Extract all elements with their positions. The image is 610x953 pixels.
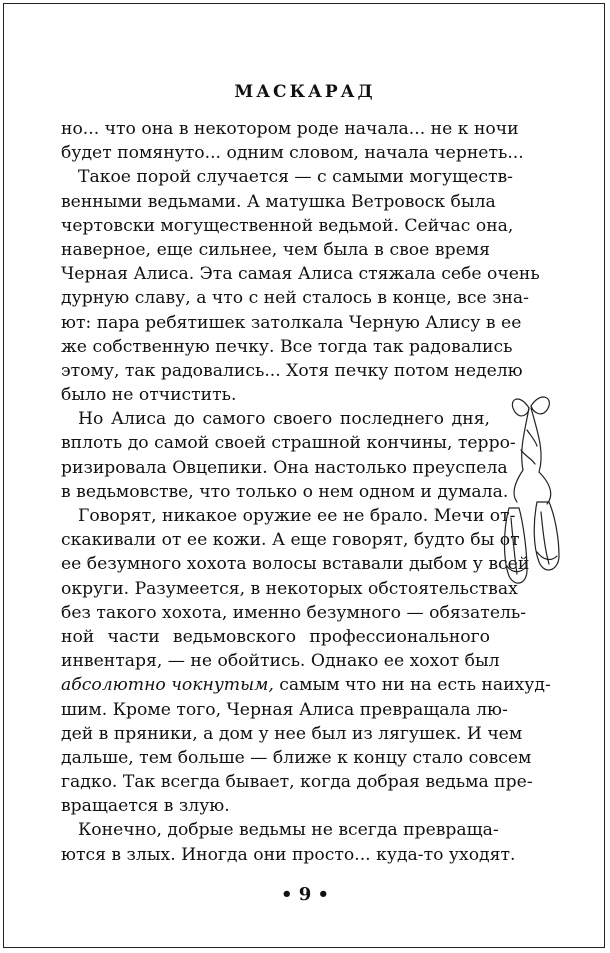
text-line bbox=[61, 673, 551, 697]
text-line: же собственную печку. Все тогда так радовались bbox=[61, 336, 513, 357]
text-line: наверное, еще сильнее, чем была в свое время bbox=[61, 239, 490, 260]
text-line: гадко. Так всегда бывает, когда добрая ведьма пре- bbox=[61, 772, 533, 793]
text-line: было не отчистить. bbox=[61, 385, 237, 406]
text-line: скакивали от ее кожи. А еще говорят, будто бы от bbox=[61, 530, 520, 551]
text-line: Такое порой случается — с самыми могуществ- bbox=[78, 167, 513, 188]
page-number: • 9 • bbox=[280, 884, 330, 905]
text-line: будет помянуто... одним словом, начала чернеть... bbox=[61, 143, 524, 164]
running-head: МАСКАРАД bbox=[234, 82, 376, 102]
text-line: инвентаря, — не обойтись. Однако ее хохот был bbox=[61, 651, 500, 672]
text-line: в ведьмовстве, что только о нем одном и думала. bbox=[61, 481, 509, 502]
text-line: ее безумного хохота волосы вставали дыбом у всей bbox=[61, 554, 530, 575]
text-line: Черная Алиса. Эта самая Алиса стяжала себе очень bbox=[61, 264, 540, 285]
text-line-rest: самым что ни на есть наихуд- bbox=[273, 675, 551, 696]
text-line: вплоть до самой своей страшной кончины, терро- bbox=[61, 433, 516, 454]
text-line: без такого хохота, именно безумного — обязатель- bbox=[61, 602, 527, 623]
text-line: чертовски могущественной ведьмой. Сейчас она, bbox=[61, 215, 514, 236]
text-line: этому, так радовались... Хотя печку потом неделю bbox=[61, 360, 523, 381]
text-line: ют: пара ребятишек затолкала Черную Алису в ее bbox=[61, 312, 522, 333]
text-line: ризировала Овцепики. Она настолько преуспела bbox=[61, 457, 508, 478]
text-line: дурную славу, а что с ней сталось в конце, все зна- bbox=[61, 288, 529, 309]
italic-phrase: абсолютно чокнутым, bbox=[61, 675, 274, 696]
text-line: Конечно, добрые ведьмы не всегда превраща- bbox=[78, 820, 499, 841]
text-line: Но Алиса до самого своего последнего дня, bbox=[78, 409, 490, 430]
book-page bbox=[3, 3, 605, 948]
text-line: округи. Разумеется, в некоторых обстоятельствах bbox=[61, 578, 518, 599]
text-line: вращается в злую. bbox=[61, 796, 230, 817]
ballet-shoes-illustration bbox=[501, 390, 563, 595]
text-line: но... что она в некотором роде начала... не к ночи bbox=[61, 119, 519, 139]
body-text bbox=[61, 117, 551, 867]
text-line: венными ведьмами. А матушка Ветровоск была bbox=[61, 191, 496, 212]
text-line: Говорят, никакое оружие ее не брало. Мечи от- bbox=[78, 506, 516, 526]
text-line: шим. Кроме того, Черная Алиса превращала лю- bbox=[61, 699, 508, 720]
text-line: дей в пряники, а дом у нее был из лягушек. И чем bbox=[61, 723, 523, 744]
text-line: ются в злых. Иногда они просто... куда-то уходят. bbox=[61, 844, 516, 865]
text-line: дальше, тем больше — ближе к концу стало совсем bbox=[61, 747, 532, 768]
text-line: ной части ведьмовского профессионального bbox=[61, 626, 490, 647]
